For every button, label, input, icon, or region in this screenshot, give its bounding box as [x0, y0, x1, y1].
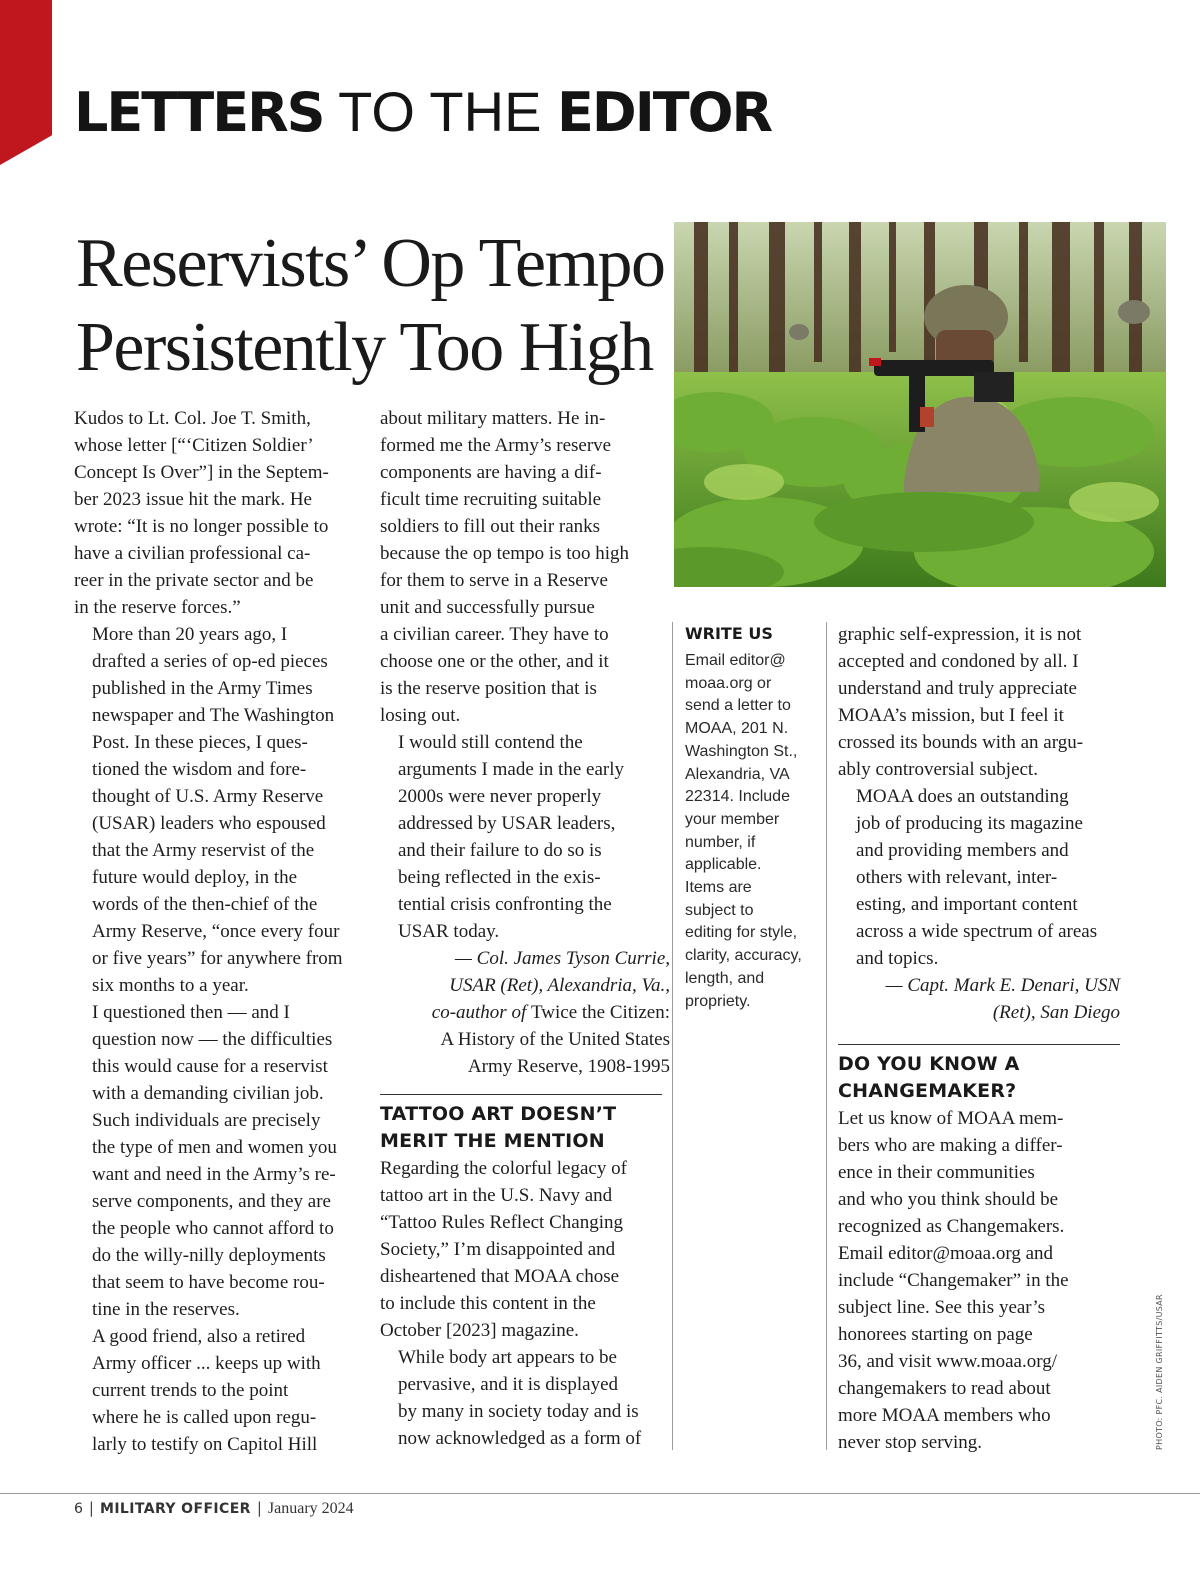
- text-line: where he is called upon regu-: [92, 1407, 317, 1428]
- text-line: disheartened that MOAA chose: [380, 1266, 620, 1287]
- text-line: being reflected in the exis-: [398, 867, 601, 888]
- write-us-box: [685, 622, 820, 1013]
- section-title-letters: LETTERS: [74, 81, 324, 144]
- text-line: MOAA’s mission, but I feel it: [838, 705, 1064, 726]
- write-us-line: Washington St.,: [685, 742, 798, 760]
- red-corner-accent: [0, 0, 52, 165]
- text-line: ficult time recruiting suitable: [380, 489, 602, 510]
- text-line: thought of U.S. Army Reserve: [92, 786, 324, 807]
- paragraph: [380, 1155, 670, 1344]
- page-number: 6: [74, 1501, 83, 1517]
- write-us-line: Alexandria, VA: [685, 765, 790, 783]
- divider: [838, 1044, 1120, 1045]
- text-line: a civilian career. They have to: [380, 624, 609, 645]
- text-line: about military matters. He in-: [380, 408, 606, 429]
- letter1-column-2: [380, 405, 670, 1452]
- text-line: and their failure to do so is: [398, 840, 602, 861]
- signature-line: — Capt. Mark E. Denari, USN: [885, 975, 1120, 996]
- text-line: more MOAA members who: [838, 1405, 1051, 1426]
- column-divider: [672, 622, 673, 1450]
- text-line: that the Army reservist of the: [92, 840, 315, 861]
- letter1-column-1: [74, 405, 364, 1458]
- changemaker-headline: [838, 1051, 1128, 1105]
- text-line: (USAR) leaders who espoused: [92, 813, 326, 834]
- column-divider: [826, 622, 827, 1450]
- text-line: pervasive, and it is displayed: [398, 1374, 619, 1395]
- text-line: whose letter [“‘Citizen Soldier’: [74, 435, 314, 456]
- text-line: never stop serving.: [838, 1432, 983, 1453]
- write-us-line: length, and: [685, 969, 765, 987]
- text-line: A good friend, also a retired: [92, 1326, 306, 1347]
- text-line: with a demanding civilian job.: [92, 1083, 324, 1104]
- footer-separator: |: [88, 1499, 94, 1517]
- paragraph: [74, 1323, 364, 1458]
- text-line: tioned the wisdom and fore-: [92, 759, 307, 780]
- text-line: six months to a year.: [92, 975, 249, 996]
- write-us-line: Email editor@: [685, 652, 786, 669]
- text-line: accepted and condoned by all. I: [838, 651, 1079, 672]
- photo-credit: PHOTO: PFC. AIDEN GRIFFITTS/USAR: [1155, 1294, 1164, 1450]
- text-line: newspaper and The Washington: [92, 705, 335, 726]
- text-line: that seem to have become rou-: [92, 1272, 325, 1293]
- headline-line: MERIT THE MENTION: [380, 1130, 605, 1152]
- signature-line: A History of the United States: [440, 1029, 670, 1050]
- text-line: changemakers to read about: [838, 1378, 1051, 1399]
- column-4: [838, 621, 1128, 1456]
- signature-line: Army Reserve, 1908-1995: [467, 1056, 670, 1077]
- write-us-line: clarity, accuracy,: [685, 947, 802, 965]
- text-line: Let us know of MOAA mem-: [838, 1108, 1064, 1129]
- text-line: include “Changemaker” in the: [838, 1270, 1069, 1291]
- text-line: esting, and important content: [856, 894, 1078, 915]
- changemaker-paragraph: [838, 1105, 1128, 1456]
- text-line: addressed by USAR leaders,: [398, 813, 616, 834]
- text-line: is the reserve position that is: [380, 678, 597, 699]
- text-line: components are having a dif-: [380, 462, 602, 483]
- write-us-heading: WRITE US: [685, 624, 773, 643]
- soldier-in-forest-photo: [674, 222, 1166, 587]
- section-title-editor: EDITOR: [556, 81, 772, 144]
- divider: [380, 1094, 662, 1095]
- signature-line: [380, 999, 670, 1026]
- tattoo-letter-headline: [380, 1101, 670, 1155]
- issue-date: January 2024: [267, 1500, 354, 1517]
- text-line: and who you think should be: [838, 1189, 1059, 1210]
- paragraph: [838, 783, 1128, 972]
- signature-line: (Ret), San Diego: [992, 1002, 1120, 1023]
- text-line: words of the then-chief of the: [92, 894, 318, 915]
- text-line: Email editor@moaa.org and: [838, 1243, 1054, 1264]
- footer-separator: |: [256, 1499, 262, 1517]
- text-line: graphic self-expression, it is not: [838, 624, 1082, 645]
- headline-line: Persistently Too High: [76, 309, 653, 386]
- text-line: and providing members and: [856, 840, 1069, 861]
- text-line: this would cause for a reservist: [92, 1056, 328, 1077]
- text-line: Post. In these pieces, I ques-: [92, 732, 308, 753]
- text-line: crossed its bounds with an argu-: [838, 732, 1084, 753]
- text-line: Army officer ... keeps up with: [92, 1353, 321, 1374]
- text-line: I questioned then — and I: [92, 1002, 290, 1023]
- text-line: and topics.: [856, 948, 939, 969]
- text-line: ably controversial subject.: [838, 759, 1038, 780]
- paragraph: [74, 405, 364, 621]
- headline-line: CHANGEMAKER?: [838, 1080, 1017, 1102]
- text-line: understand and truly appreciate: [838, 678, 1077, 699]
- text-line: by many in society today and is: [398, 1401, 639, 1422]
- text-line: now acknowledged as a form of: [398, 1428, 642, 1449]
- write-us-line: Items are: [685, 879, 752, 897]
- text-line: bers who are making a differ-: [838, 1135, 1063, 1156]
- letter1-signature: [380, 945, 670, 1080]
- text-line: Army Reserve, “once every four: [92, 921, 340, 942]
- text-line: recognized as Changemakers.: [838, 1216, 1065, 1237]
- text-line: have a civilian professional ca-: [74, 543, 311, 564]
- paragraph: [380, 405, 670, 729]
- text-line: Concept Is Over”] in the Septem-: [74, 462, 329, 483]
- text-line: job of producing its magazine: [856, 813, 1083, 834]
- text-line: or five years” for anywhere from: [92, 948, 343, 969]
- text-line: 2000s were never properly: [398, 786, 602, 807]
- text-line: soldiers to fill out their ranks: [380, 516, 601, 537]
- text-line: October [2023] magazine.: [380, 1320, 579, 1341]
- text-line: choose one or the other, and it: [380, 651, 609, 672]
- text-line: Society,” I’m disappointed and: [380, 1239, 616, 1260]
- text-line: tential crisis confronting the: [398, 894, 612, 915]
- paragraph: [74, 999, 364, 1323]
- text-line: because the op tempo is too high: [380, 543, 630, 564]
- text-line: Kudos to Lt. Col. Joe T. Smith,: [74, 408, 311, 429]
- paragraph: [380, 729, 670, 945]
- text-line: wrote: “It is no longer possible to: [74, 516, 329, 537]
- text-line: “Tattoo Rules Reflect Changing: [380, 1212, 623, 1233]
- text-line: question now — the difficulties: [92, 1029, 333, 1050]
- text-line: USAR today.: [398, 921, 500, 942]
- text-line: the people who cannot afford to: [92, 1218, 334, 1239]
- magazine-name: MILITARY OFFICER: [99, 1501, 251, 1517]
- text-line: unit and successfully pursue: [380, 597, 595, 618]
- text-line: ber 2023 issue hit the mark. He: [74, 489, 312, 510]
- paragraph: [74, 621, 364, 999]
- text-line: do the willy-nilly deployments: [92, 1245, 326, 1266]
- headline-line: TATTOO ART DOESN’T: [380, 1103, 617, 1125]
- text-line: tine in the reserves.: [92, 1299, 240, 1320]
- signature-line: USAR (Ret), Alexandria, Va.,: [449, 975, 670, 996]
- write-us-line: propriety.: [685, 992, 751, 1010]
- page-footer: [74, 1497, 354, 1520]
- paragraph: [838, 621, 1128, 783]
- write-us-line: subject to: [685, 901, 754, 919]
- letter2-signature: [838, 972, 1128, 1026]
- text-line: drafted a series of op-ed pieces: [92, 651, 328, 672]
- headline-line: Reservists’ Op Tempo: [76, 225, 665, 302]
- text-line: reer in the private sector and be: [74, 570, 314, 591]
- text-line: MOAA does an outstanding: [856, 786, 1069, 807]
- text-line: Regarding the colorful legacy of: [380, 1158, 627, 1179]
- text-line: 36, and visit www.moaa.org/: [838, 1351, 1058, 1372]
- signature-coauthor: co-author of: [431, 1002, 531, 1023]
- text-line: While body art appears to be: [398, 1347, 617, 1368]
- write-us-line: your member: [685, 810, 780, 828]
- text-line: Such individuals are precisely: [92, 1110, 321, 1131]
- section-title: [74, 80, 771, 145]
- text-line: More than 20 years ago, I: [92, 624, 288, 645]
- text-line: the type of men and women you: [92, 1137, 337, 1158]
- text-line: others with relevant, inter-: [856, 867, 1058, 888]
- text-line: arguments I made in the early: [398, 759, 624, 780]
- footer-rule: [0, 1493, 1200, 1494]
- text-line: to include this content in the: [380, 1293, 596, 1314]
- text-line: honorees starting on page: [838, 1324, 1033, 1345]
- text-line: in the reserve forces.”: [74, 597, 241, 618]
- write-us-line: MOAA, 201 N.: [685, 720, 789, 738]
- write-us-line: 22314. Include: [685, 788, 790, 806]
- write-us-line: moaa.org or: [685, 674, 772, 692]
- signature-book-title: Twice the Citizen:: [530, 1002, 670, 1023]
- headline-line: DO YOU KNOW A: [838, 1053, 1020, 1075]
- text-line: I would still contend the: [398, 732, 583, 753]
- text-line: larly to testify on Capitol Hill: [92, 1434, 318, 1455]
- text-line: published in the Army Times: [92, 678, 313, 699]
- text-line: losing out.: [380, 705, 461, 726]
- write-us-line: send a letter to: [685, 697, 791, 715]
- text-line: serve components, and they are: [92, 1191, 331, 1212]
- text-line: want and need in the Army’s re-: [92, 1164, 336, 1185]
- text-line: tattoo art in the U.S. Navy and: [380, 1185, 613, 1206]
- text-line: future would deploy, in the: [92, 867, 298, 888]
- paragraph: [380, 1344, 670, 1452]
- write-us-line: applicable.: [685, 856, 762, 874]
- text-line: formed me the Army’s reserve: [380, 435, 612, 456]
- text-line: across a wide spectrum of areas: [856, 921, 1098, 942]
- write-us-line: editing for style,: [685, 924, 798, 942]
- signature-line: — Col. James Tyson Currie,: [455, 948, 670, 969]
- section-title-to-the: TO THE: [323, 80, 557, 143]
- text-line: ence in their communities: [838, 1162, 1035, 1183]
- article-headline: [76, 222, 666, 390]
- text-line: subject line. See this year’s: [838, 1297, 1046, 1318]
- write-us-line: number, if: [685, 833, 756, 851]
- text-line: current trends to the point: [92, 1380, 289, 1401]
- text-line: for them to serve in a Reserve: [380, 570, 608, 591]
